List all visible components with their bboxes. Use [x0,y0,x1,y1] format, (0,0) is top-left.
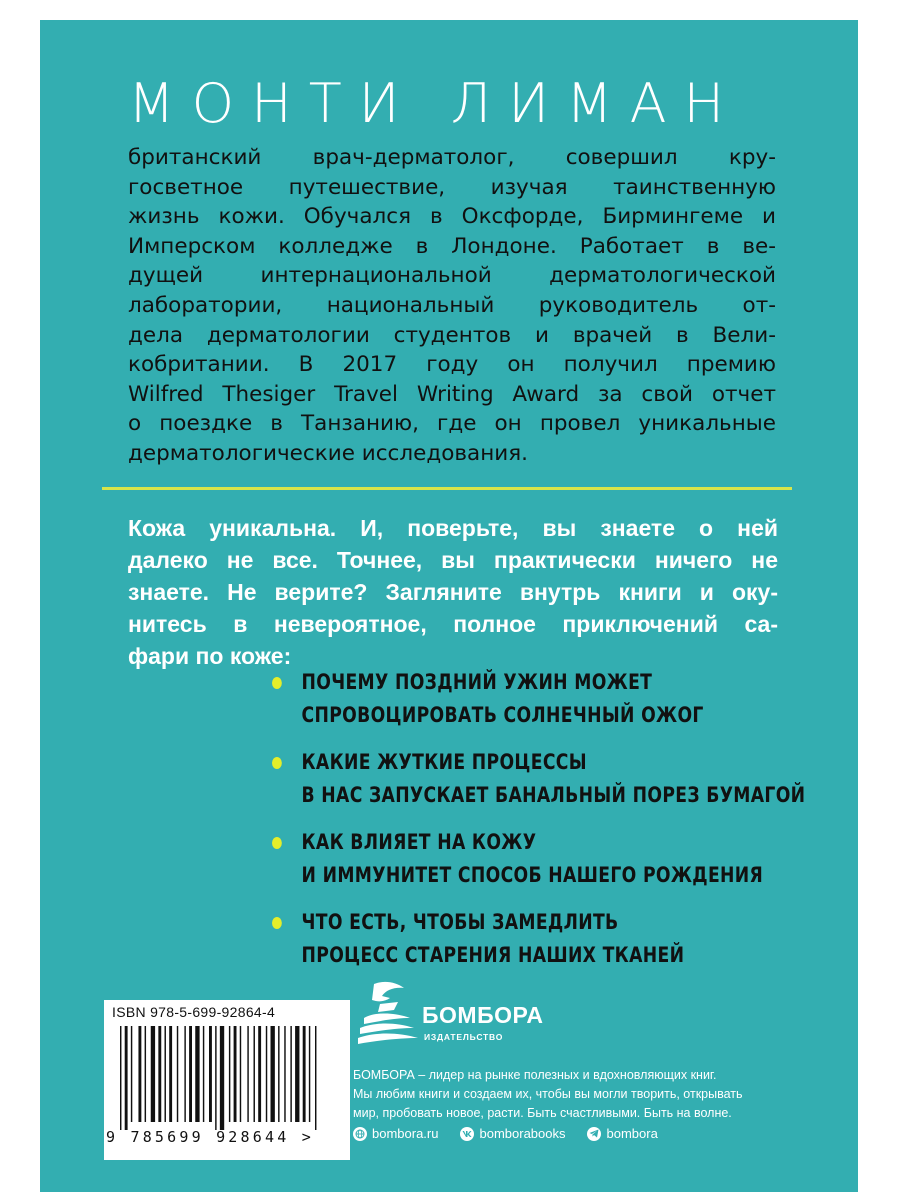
barcode-bar [290,1026,291,1122]
barcode-bar [184,1026,185,1122]
barcode-bar [151,1026,155,1122]
bio-line: дела дерматологии студентов и врачей в Вели- [128,322,776,348]
bio-line: дерматологические исследования. [128,440,528,466]
barcode [118,1026,338,1130]
feature-line: И ИММУНИТЕТ СПОСОБ НАШЕГО РОЖДЕНИЯ [301,863,764,887]
intro-line: нитесь в невероятное, полное приключений са- [128,611,778,637]
author-name: МОНТИ ЛИМАН [128,72,742,135]
barcode-bar [309,1026,310,1122]
barcode-bar [303,1026,306,1122]
barcode-bar [177,1026,178,1122]
feature-list [272,666,806,986]
publisher-blurb [353,1066,773,1123]
intro-line: далеко не все. Точнее, вы практически ничего не [128,547,778,573]
bio-line: лаборатории, национальный руководитель от- [128,292,776,318]
intro-line: Кожа уникальна. И, поверьте, вы знаете о ней [128,515,778,541]
barcode-bar [189,1026,192,1122]
blurb-line: БОМБОРА – лидер на рынке полезных и вдохновляющих книг. [353,1068,717,1082]
author-bio [128,143,776,469]
barcode-bar [220,1026,224,1130]
publisher-subtitle: ИЗДАТЕЛЬСТВО [424,1032,504,1042]
bio-line: Имперском колледже в Лондоне. Работает в ве- [128,233,776,259]
book-back-cover [40,20,858,1192]
barcode-bar [240,1026,241,1122]
blurb-line: Мы любим книги и создаем их, чтобы вы могли творить, открывать [353,1087,743,1101]
social-link-site[interactable] [353,1126,438,1141]
feature-line: КАКИЕ ЖУТКИЕ ПРОЦЕССЫ [301,750,587,774]
barcode-bar [266,1026,267,1122]
feature-line: ЧТО ЕСТЬ, ЧТОБЫ ЗАМЕДЛИТЬ [301,910,619,934]
telegram-icon [587,1127,601,1141]
barcode-bar [229,1026,230,1122]
feature-line: КАК ВЛИЯЕТ НА КОЖУ [301,830,537,854]
barcode-bar [131,1026,132,1122]
globe-icon [353,1127,367,1141]
feature-item [272,746,806,812]
barcode-bar [203,1026,204,1122]
bio-line: британский врач-дерматолог, совершил кру- [128,145,776,170]
feature-line: ПОЧЕМУ ПОЗДНИЙ УЖИН МОЖЕТ [301,670,653,694]
barcode-bar [278,1026,279,1122]
feature-item [272,906,698,972]
isbn-number: ISBN 978-5-699-92864-4 [112,1004,276,1020]
bio-line: кобритании. В 2017 году он получил премию [128,352,776,378]
intro-line: знаете. Не верите? Загляните внутрь книги и оку- [128,579,778,605]
social-links [353,1126,658,1141]
barcode-bar [165,1026,166,1122]
bio-line: о поездке в Танзанию, где он провел уникальные [128,411,776,437]
barcode-bar [271,1026,275,1122]
barcode-bar [145,1026,146,1122]
barcode-bar [169,1026,172,1122]
barcode-bar [234,1026,237,1122]
bio-line: жизнь кожи. Обучался в Оксфорде, Бирмингеме и [128,204,776,230]
feature-line: В НАС ЗАПУСКАЕТ БАНАЛЬНЫЙ ПОРЕЗ БУМАГОЙ [301,783,806,807]
feature-line: СПРОВОЦИРОВАТЬ СОЛНЕЧНЫЙ ОЖОГ [301,703,704,727]
bio-line: госветное путешествие, изучая таинственную [128,174,776,200]
social-link-vk[interactable] [460,1126,565,1141]
barcode-bar [125,1026,128,1130]
barcode-bar [138,1026,141,1122]
barcode-bar [258,1026,261,1122]
section-divider [102,487,792,490]
feature-item [272,666,704,732]
barcode-panel [104,1000,350,1160]
barcode-bar [284,1026,285,1122]
bullet-dot-icon [272,917,282,929]
barcode-digits: 9 785699 928644 > [106,1128,314,1146]
bullet-dot-icon [272,837,282,849]
social-label: bomborabooks [479,1126,566,1141]
bullet-dot-icon [272,677,282,689]
publisher-name: БОМБОРА [422,1002,544,1028]
feature-line: ПРОЦЕСС СТАРЕНИЯ НАШИХ ТКАНЕЙ [301,943,685,967]
intro-text [128,512,778,672]
social-label: bombora.ru [372,1126,439,1141]
barcode-bar [209,1026,212,1122]
barcode-bar [195,1026,199,1122]
intro-line: фари по коже: [128,643,292,669]
bio-line: дущей интернациональной дерматологической [128,263,776,289]
bullet-dot-icon [272,757,282,769]
bombora-logo-icon [354,978,424,1052]
barcode-bar [247,1026,248,1122]
barcode-bar [315,1026,316,1130]
barcode-bar [215,1026,216,1130]
barcode-bar [254,1026,255,1122]
barcode-bar [120,1026,121,1130]
barcode-bar [158,1026,161,1122]
social-link-telegram[interactable] [587,1126,657,1141]
blurb-line: мир, пробовать новое, расти. Быть счастливыми. Быть на волне. [353,1106,732,1120]
social-label: bombora [606,1126,658,1141]
feature-item [272,826,764,892]
vk-icon [460,1127,474,1141]
barcode-bar [295,1026,299,1122]
bio-line: Wilfred Thesiger Travel Writing Award за свой отчет [128,381,776,407]
